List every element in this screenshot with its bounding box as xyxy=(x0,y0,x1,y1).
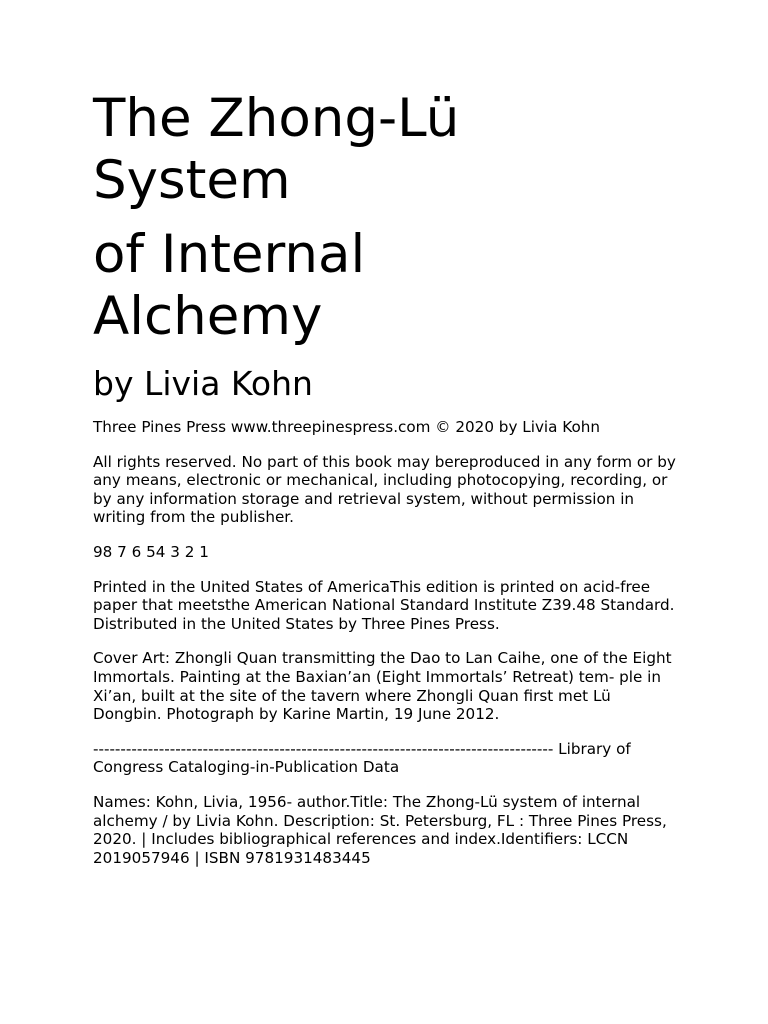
book-subtitle xyxy=(93,224,683,348)
title-line-1: The Zhong-Lü xyxy=(93,88,460,149)
document-page xyxy=(93,88,683,867)
title-line-3: of Internal xyxy=(93,224,366,285)
library-of-congress-heading: ------------------------------------------------------------------------------------ Library of Congress Cataloging-in-Publication Data xyxy=(93,739,631,777)
rights-paragraph: All rights reserved. No part of this book may bereproduced in any form or by any means, electronic or mechanical, including photocopying, recording, or by any information storage and retrieval system, without permission in writing from the publisher. xyxy=(93,452,676,527)
title-line-4: Alchemy xyxy=(93,286,323,347)
cover-art-paragraph: Cover Art: Zhongli Quan transmitting the Dao to Lan Caihe, one of the Eight Immortals. Painting at the Baxian’an (Eight Immortals’ Retreat) tem- ple in Xi’an, built at the site of the tavern where Zhongli Quan first met Lü Dongbin. Photograph by Karine Martin, 19 June 2012. xyxy=(93,649,672,724)
printing-numbers: 98 7 6 54 3 2 1 xyxy=(93,542,209,561)
publisher-line: Three Pines Press www.threepinespress.com © 2020 by Livia Kohn xyxy=(93,418,601,436)
printing-paragraph: Printed in the United States of AmericaThis edition is printed on acid-free paper that meetsthe American National Standard Institute Z39.48 Standard. Distributed in the United States by Three Pines Press. xyxy=(93,577,675,633)
cataloging-data-paragraph: Names: Kohn, Livia, 1956- author.Title: The Zhong-Lü system of internal alchemy / by Livia Kohn. Description: St. Petersburg, FL : Three Pines Press, 2020. | Includes bibliographical references and index.Identifiers: LCCN 2019057946 | ISBN 9781931483445 xyxy=(93,792,667,867)
book-title xyxy=(93,88,683,212)
title-line-2: System xyxy=(93,150,291,211)
author-byline: by Livia Kohn xyxy=(93,364,313,403)
